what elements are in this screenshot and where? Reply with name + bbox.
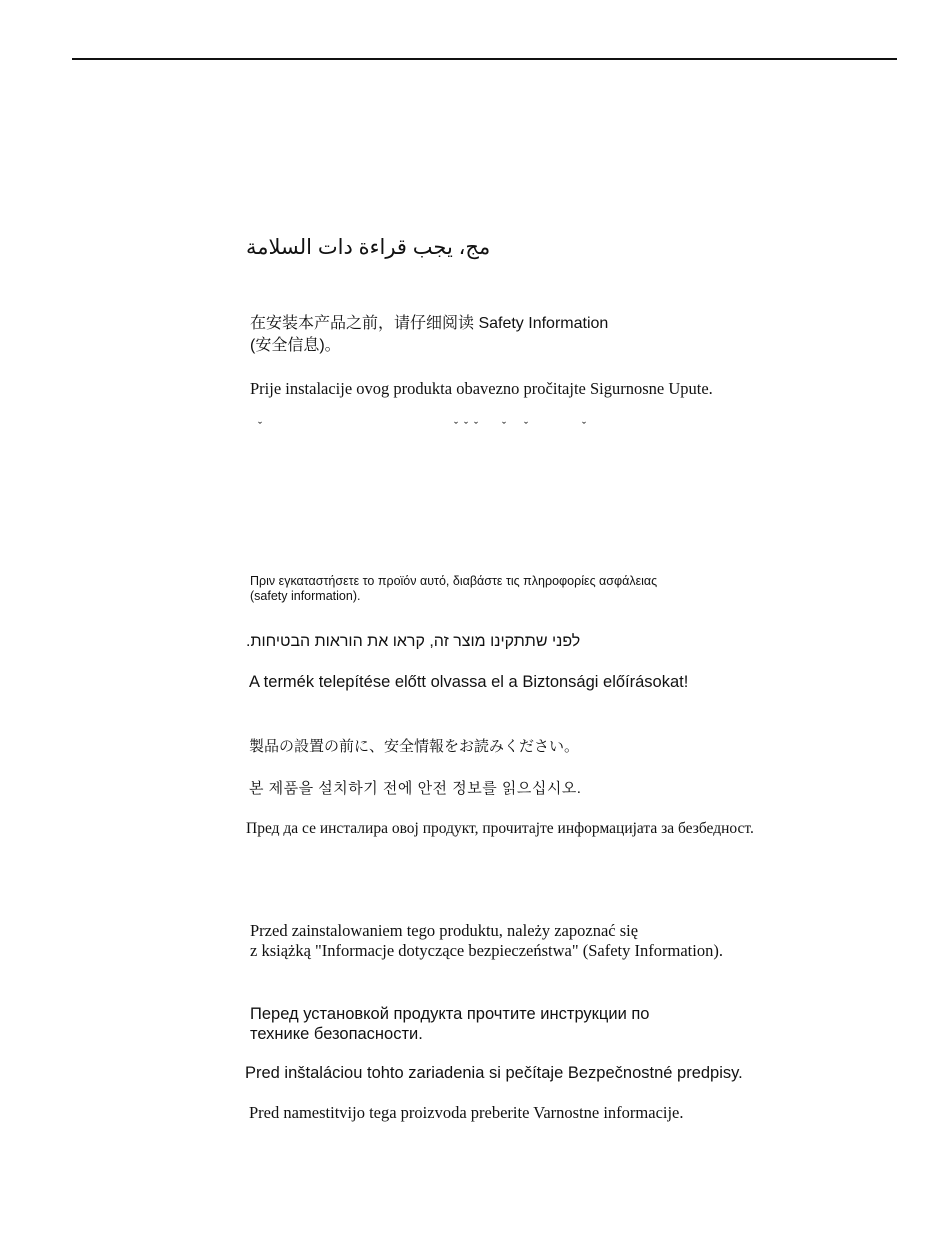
hungarian-notice: A termék telepítése előtt olvassa el a Biztonsági előírásokat!	[249, 673, 689, 691]
greek-notice-line1: Πριν εγκαταστήσετε το προϊόν αυτό, διαβάστε τις πληροφορίες ασφάλειας	[250, 574, 658, 588]
polish-notice-line1: Przed zainstalowaniem tego produktu, należy zapoznać się	[250, 921, 639, 940]
polish-notice-line2: z książką "Informacje dotyczące bezpieczeństwa" (Safety Information).	[250, 941, 723, 960]
chinese-notice-line2: (安全信息)。	[250, 337, 341, 354]
chinese-notice-line1: 在安装本产品之前，请仔细阅读 Safety Information	[250, 315, 609, 332]
japanese-notice: 製品の設置の前に、安全情報をお読みください。	[249, 738, 580, 755]
russian-notice-line1: Перед установкой продукта прочтите инструкции по	[250, 1005, 650, 1023]
russian-notice-line2: технике безопасности.	[250, 1025, 423, 1043]
hebrew-notice: לפני שתתקינו מוצר זה, קראו את הוראות הבטיחות.	[246, 633, 581, 650]
caron-marks: ˇ ˇ ˇ ˇ ˇ ˇ ˇ	[258, 419, 586, 433]
slovak-notice: Pred inštaláciou tohto zariadenia si pečítaje Bezpečnostné predpisy.	[245, 1064, 743, 1082]
korean-notice: 본 제품을 설치하기 전에 안전 정보를 읽으십시오.	[249, 780, 582, 797]
top-rule	[72, 58, 897, 60]
arabic-notice: مج، يجب قراءة دات السلامة	[246, 236, 491, 259]
greek-notice-line2: (safety information).	[250, 589, 361, 603]
croatian-notice: Prije instalacije ovog produkta obavezno pročitajte Sigurnosne Upute.	[250, 379, 713, 398]
slovenian-notice: Pred namestitvijo tega proizvoda preberite Varnostne informacije.	[249, 1103, 684, 1122]
macedonian-notice: Пред да се инсталира овој продукт, прочитајте информацијата за безбедност.	[246, 820, 754, 837]
